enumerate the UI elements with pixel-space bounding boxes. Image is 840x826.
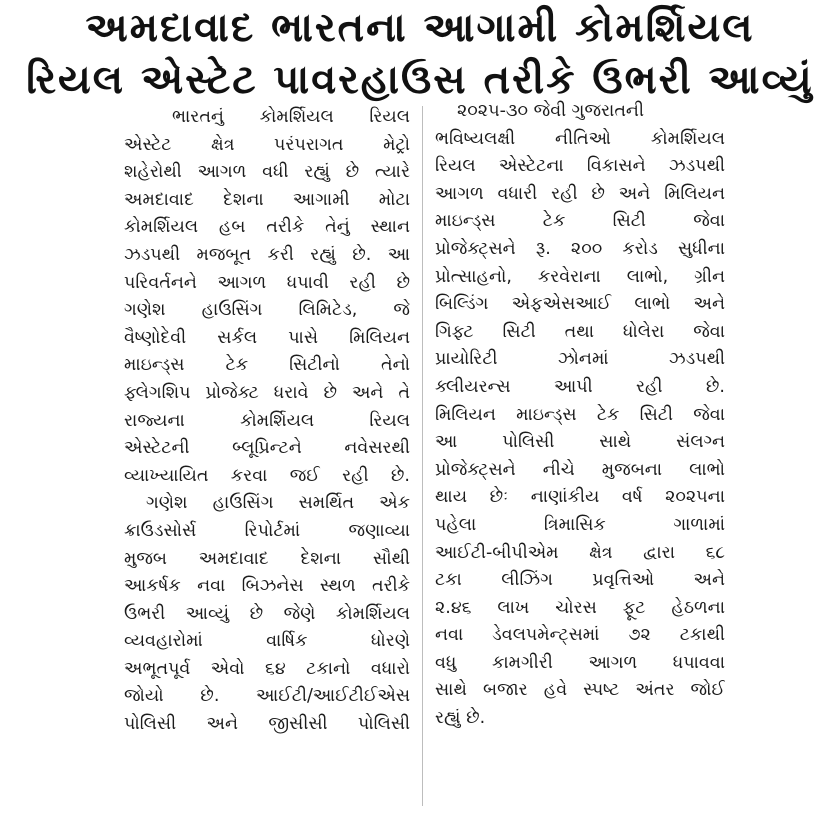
right-column-line: ૨.૪૬ લાખ ચોરસ ફૂટ હેઠળના	[435, 597, 725, 618]
left-column-line: ફ્લેગશિપ પ્રોજેક્ટ ધરાવે છે અને તે	[124, 382, 410, 403]
right-column-line: નવા ડેવલપમેન્ટ્સમાં ૭૨ ટકાથી	[435, 625, 725, 646]
left-column-line: જોયો છે. આઈટી/આઈટીઈએસ	[124, 686, 410, 707]
right-column-line: ક્લીયરન્સ આપી રહી છે.	[435, 376, 725, 397]
right-column-line: આ પોલિસી સાથે સંલગ્ન	[435, 432, 725, 453]
left-column-line: માઇન્ડ્સ ટેક સિટીનો તેનો	[124, 355, 410, 376]
left-column-line: ગણેશ હાઉસિંગ લિમિટેડ, જે	[124, 300, 410, 321]
right-column-line: પ્રોત્સાહનો, કરવેરાના લાભો, ગ્રીન	[435, 266, 725, 287]
headline-line-1: અમદાવાદ ભારતના આગામી કોમર્શિયલ	[85, 5, 755, 51]
right-column-line: વધુ કામગીરી આગળ ધપાવવા	[435, 652, 725, 673]
left-column-line: પોલિસી અને જીસીસી પોલિસી	[124, 714, 410, 735]
right-column-line: સાથે બજાર હવે સ્પષ્ટ અંતર જોઈ	[435, 680, 725, 701]
left-column-line: ભારતનું કોમર્શિયલ રિયલ	[172, 107, 410, 127]
right-column	[435, 98, 725, 733]
left-column-line: એસ્ટેટની બ્લૂપ્રિન્ટને નવેસરથી	[124, 438, 410, 459]
left-column-line: અમદાવાદ દેશના આગામી મોટા	[124, 189, 410, 210]
right-column-line: બિલ્ડિંગ એફએસઆઈ લાભો અને	[435, 294, 725, 315]
left-column-line: પરિવર્તનને આગળ ધપાવી રહી છે	[124, 272, 410, 293]
left-column-line: રાજ્યના કોમર્શિયલ રિયલ	[124, 410, 410, 431]
left-column-line: વૈષ્ણોદેવી સર્કલ પાસે મિલિયન	[124, 327, 410, 348]
left-column-line: અભૂતપૂર્વ એવો ૬૪ ટકાનો વધારો	[124, 658, 410, 679]
column-divider	[422, 106, 423, 806]
right-column-line: થાય છેઃ નાણાંકીય વર્ષ ૨૦૨૫ના	[435, 487, 725, 508]
right-column-line: રિયલ એસ્ટેટના વિકાસને ઝડપથી	[435, 156, 725, 177]
right-column-line: પહેલા ત્રિમાસિક ગાળામાં	[435, 514, 725, 535]
right-column-line: ૨૦૨૫-૩૦ જેવી ગુજરાતની	[457, 101, 644, 121]
left-column-line: વ્યાખ્યાયિત કરવા જઈ રહી છે.	[124, 465, 410, 486]
right-column-line: ગિફ્ટ સિટી તથા ધોલેરા જેવા	[435, 321, 725, 342]
right-column-line: ટકા લીઝિંગ પ્રવૃત્તિઓ અને	[435, 570, 725, 591]
left-column-line: એસ્ટેટ ક્ષેત્ર પરંપરાગત મેટ્રો	[124, 134, 410, 155]
left-column-line: ઝડપથી મજબૂત કરી રહ્યું છે. આ	[124, 244, 410, 265]
right-column-line: આગળ વધારી રહી છે અને મિલિયન	[435, 183, 725, 204]
left-column-line: વ્યવહારોમાં વાર્ષિક ધોરણે	[124, 631, 410, 652]
left-column-line: આકર્ષક નવા બિઝનેસ સ્થળ તરીકે	[124, 576, 410, 597]
left-column-line: મુજબ અમદાવાદ દેશના સૌથી	[124, 548, 410, 569]
right-column-line: ભવિષ્યલક્ષી નીતિઓ કોમર્શિયલ	[435, 128, 725, 149]
article-headline	[0, 0, 840, 106]
left-column	[124, 104, 410, 739]
left-column-line: કોમર્શિયલ હબ તરીકે તેનું સ્થાન	[124, 217, 410, 238]
right-column-line: માઇન્ડ્સ ટેક સિટી જેવા	[435, 211, 725, 232]
right-column-line: રહ્યું છે.	[435, 708, 486, 729]
right-column-line: પ્રોજેક્ટ્સને રૂ. ૨૦૦ કરોડ સુધીના	[435, 238, 725, 259]
right-column-line: આઈટી-બીપીએમ ક્ષેત્ર દ્વારા ૬૮	[435, 542, 725, 563]
headline-line-2: રિયલ એસ્ટેટ પાવરહાઉસ તરીકે ઉભરી આવ્યું	[26, 57, 814, 103]
left-column-line: ક્રાઉડસોર્સ રિપોર્ટમાં જણાવ્યા	[124, 520, 410, 541]
right-column-line: પ્રાયોરિટી ઝોનમાં ઝડપથી	[435, 349, 725, 370]
left-column-line: શહેરોથી આગળ વધી રહ્યું છે ત્યારે	[124, 162, 410, 183]
left-column-line: ઉભરી આવ્યું છે જેણે કોમર્શિયલ	[124, 603, 410, 624]
left-column-line: ગણેશ હાઉસિંગ સમર્થિત એક	[146, 493, 410, 514]
right-column-line: પ્રોજેક્ટ્સને નીચે મુજબના લાભો	[435, 459, 725, 480]
right-column-line: મિલિયન માઇન્ડ્સ ટેક સિટી જેવા	[435, 404, 725, 425]
